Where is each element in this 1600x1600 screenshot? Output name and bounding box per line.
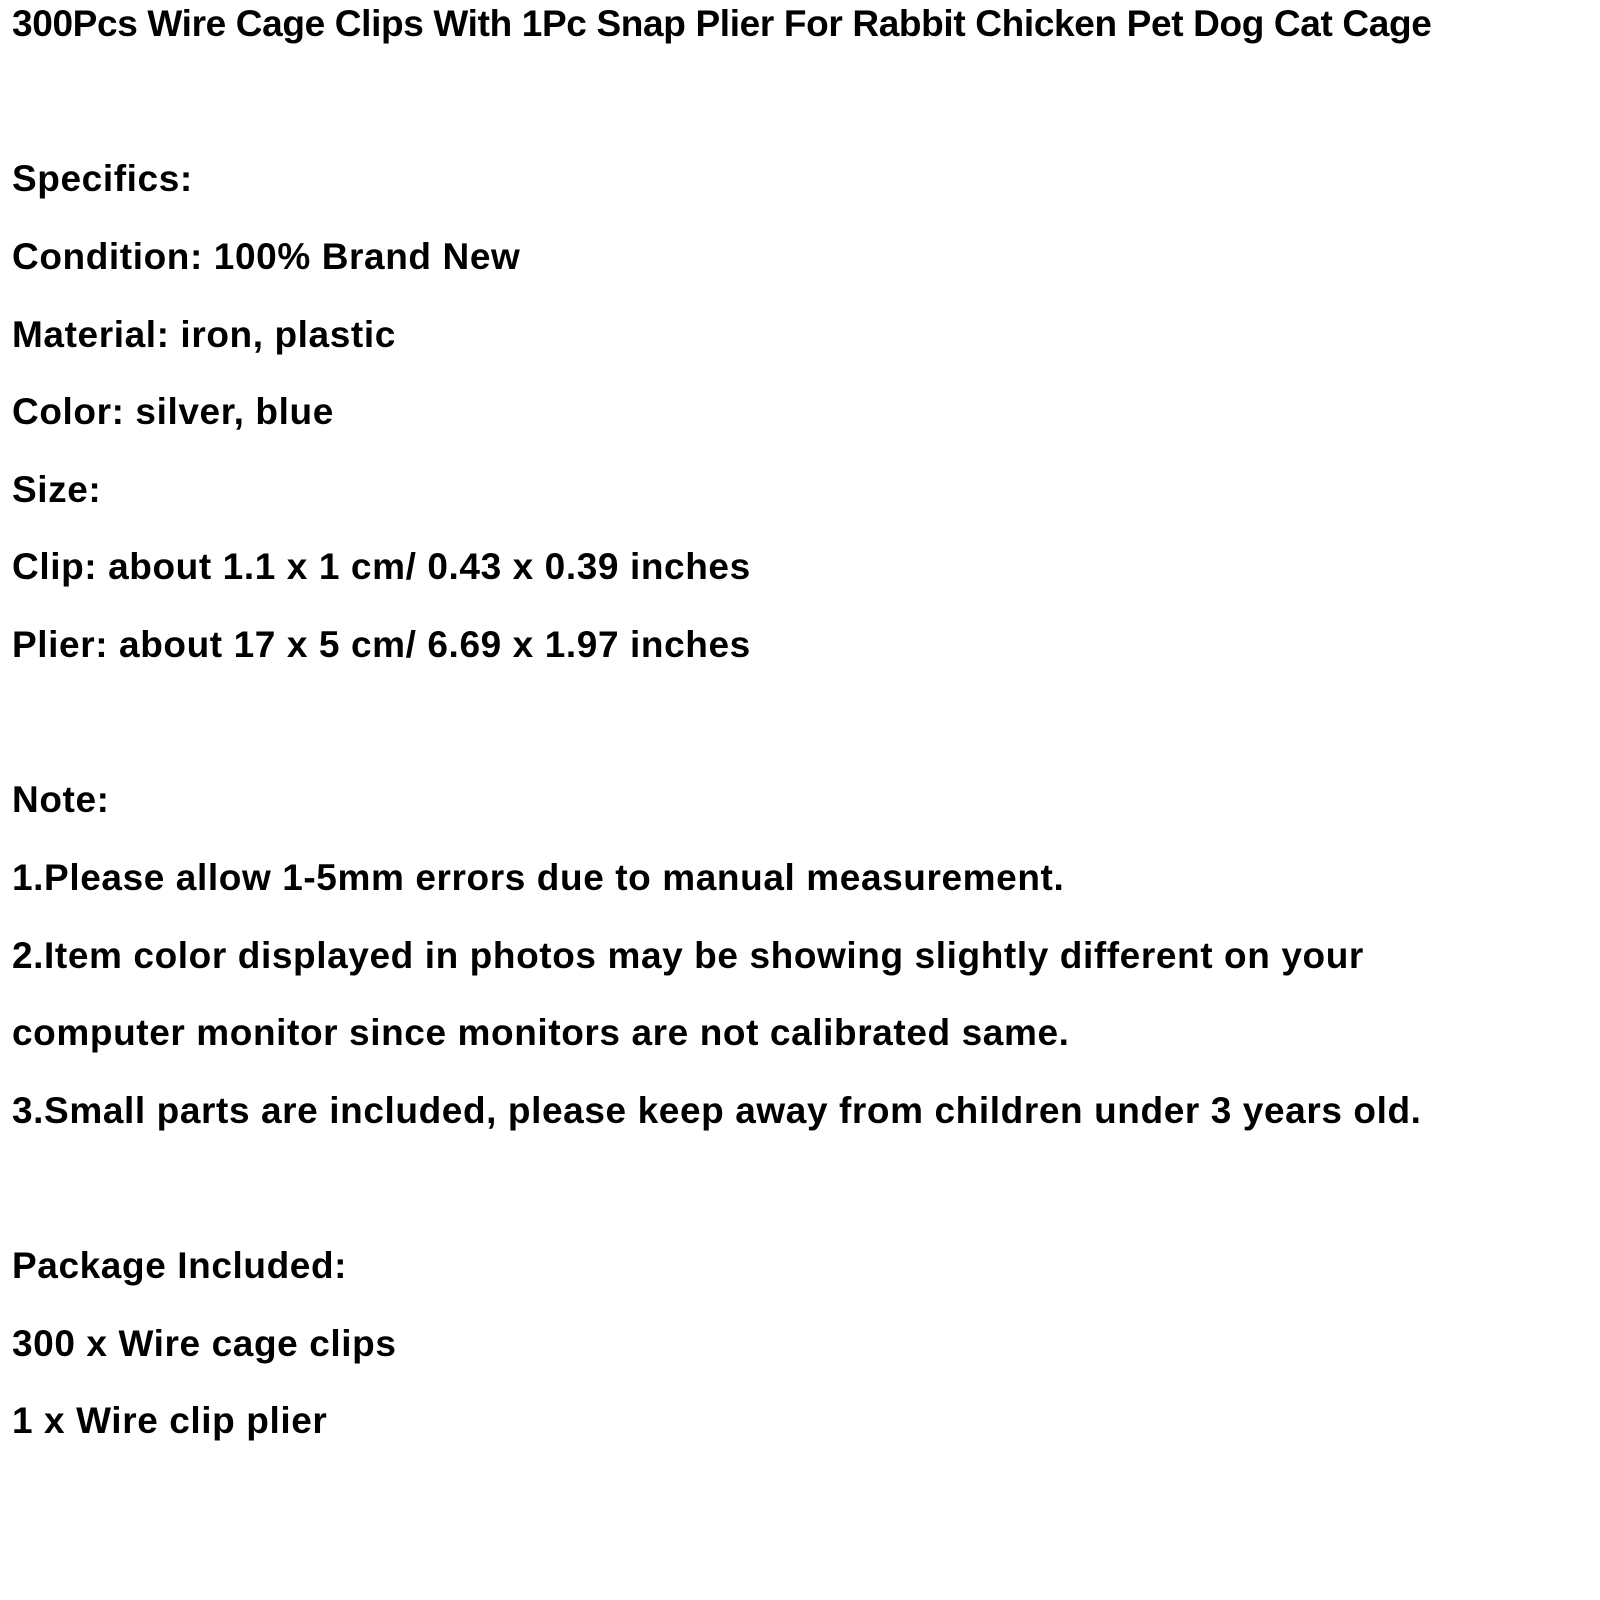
specifics-heading: Specifics: xyxy=(12,158,193,199)
note-item-3: 3.Small parts are included, please keep away from children under 3 years old. xyxy=(12,1090,1422,1131)
product-title: 300Pcs Wire Cage Clips With 1Pc Snap Plier For Rabbit Chicken Pet Dog Cat Cage xyxy=(12,3,1432,44)
material-line: Material: iron, plastic xyxy=(12,314,396,355)
size-heading: Size: xyxy=(12,469,102,510)
note-item-2-line-1: 2.Item color displayed in photos may be showing slightly different on your xyxy=(12,935,1364,976)
note-item-1: 1.Please allow 1-5mm errors due to manual measurement. xyxy=(12,857,1065,898)
note-heading: Note: xyxy=(12,779,110,820)
package-heading: Package Included: xyxy=(12,1245,348,1286)
plier-size-line: Plier: about 17 x 5 cm/ 6.69 x 1.97 inches xyxy=(12,624,751,665)
package-item-2: 1 x Wire clip plier xyxy=(12,1400,328,1441)
clip-size-line: Clip: about 1.1 x 1 cm/ 0.43 x 0.39 inches xyxy=(12,546,751,587)
note-item-2-line-2: computer monitor since monitors are not calibrated same. xyxy=(12,1012,1070,1053)
package-item-1: 300 x Wire cage clips xyxy=(12,1323,397,1364)
condition-line: Condition: 100% Brand New xyxy=(12,236,521,277)
color-line: Color: silver, blue xyxy=(12,391,334,432)
